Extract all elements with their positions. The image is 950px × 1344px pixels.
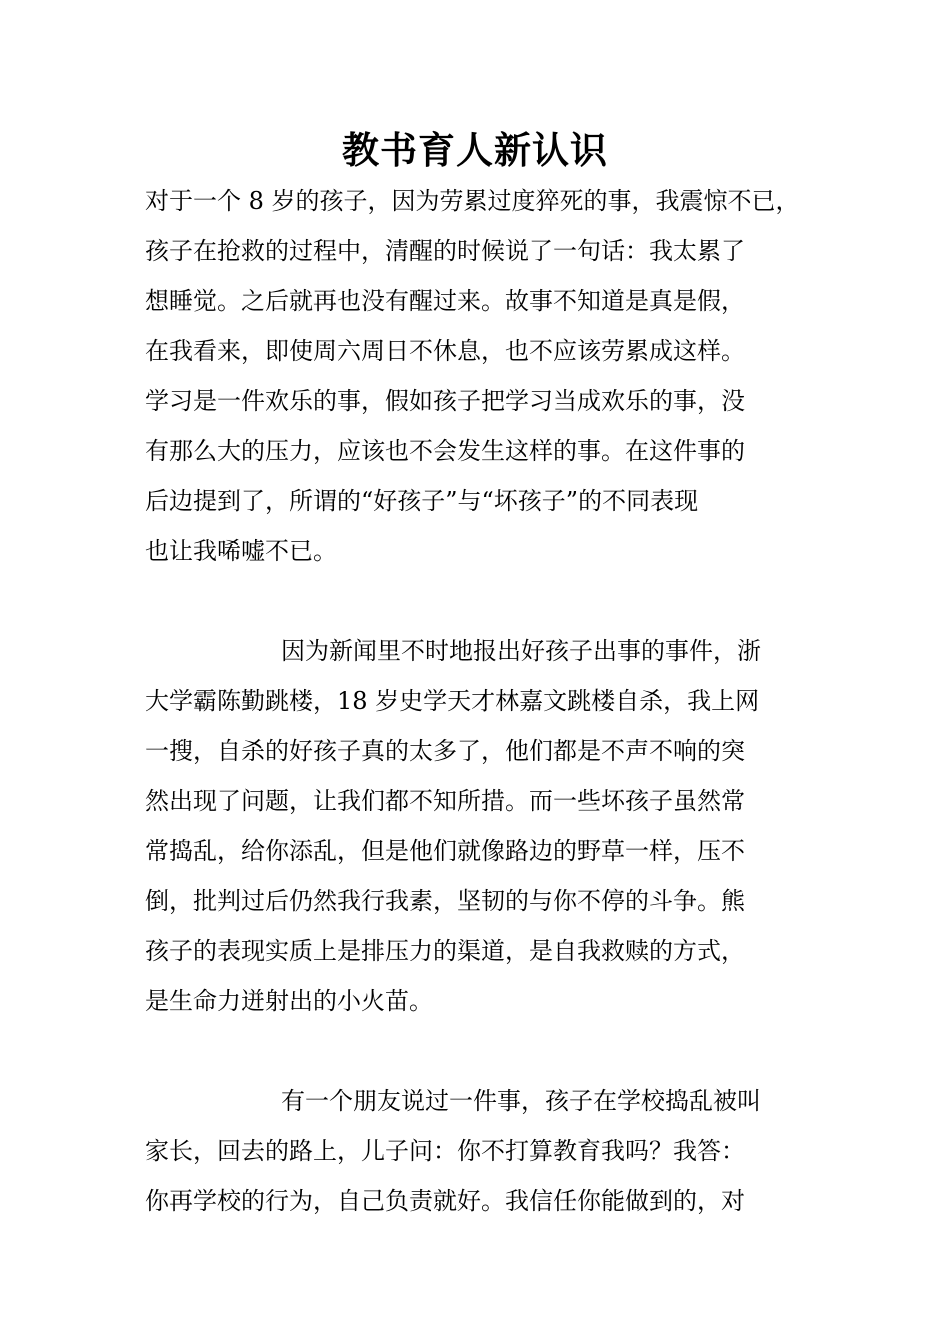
paragraph-line: 一搜，自杀的好孩子真的太多了，他们都是不声不响的突 [145, 737, 745, 765]
paragraph-line: 在我看来，即使周六周日不休息，也不应该劳累成这样。 [145, 337, 745, 365]
paragraph-line: 有那么大的压力，应该也不会发生这样的事。在这件事的 [145, 437, 745, 465]
paragraph-line: 后边提到了，所谓的“好孩子”与“坏孩子”的不同表现 [145, 487, 699, 515]
paragraph-line: 大学霸陈勤跳楼，18 岁史学天才林嘉文跳楼自杀，我上网 [145, 687, 760, 715]
paragraph-3 [145, 1076, 830, 1226]
paragraph-1 [145, 176, 830, 576]
paragraph-line: 想睡觉。之后就再也没有醒过来。故事不知道是真是假， [145, 287, 745, 315]
paragraph-line: 孩子在抢救的过程中，清醒的时候说了一句话：我太累了 [145, 237, 745, 265]
paragraph-line: 学习是一件欢乐的事，假如孩子把学习当成欢乐的事，没 [145, 387, 745, 415]
paragraph-line: 因为新闻里不时地报出好孩子出事的事件，浙 [281, 637, 761, 665]
paragraph-line: 有一个朋友说过一件事，孩子在学校捣乱被叫 [281, 1087, 761, 1115]
document-body [145, 176, 830, 1226]
paragraph-line: 倒，批判过后仍然我行我素，坚韧的与你不停的斗争。熊 [145, 887, 745, 915]
paragraph-line: 是生命力迸射出的小火苗。 [145, 987, 433, 1015]
paragraph-line: 你再学校的行为，自己负责就好。我信任你能做到的，对 [145, 1187, 745, 1215]
paragraph-line: 常捣乱，给你添乱，但是他们就像路边的野草一样，压不 [145, 837, 745, 865]
paragraph-line: 家长，回去的路上，儿子问：你不打算教育我吗？我答： [145, 1137, 745, 1165]
paragraph-spacer [145, 1026, 830, 1076]
paragraph-line: 对于一个 8 岁的孩子，因为劳累过度猝死的事，我震惊不已， [145, 187, 800, 215]
paragraph-line: 然出现了问题，让我们都不知所措。而一些坏孩子虽然常 [145, 787, 745, 815]
paragraph-line: 也让我唏嘘不已。 [145, 537, 337, 565]
document-title: 教书育人新认识 [342, 129, 608, 172]
paragraph-line: 孩子的表现实质上是排压力的渠道，是自我救赎的方式， [145, 937, 745, 965]
paragraph-spacer [145, 576, 830, 626]
paragraph-2 [145, 626, 830, 1026]
